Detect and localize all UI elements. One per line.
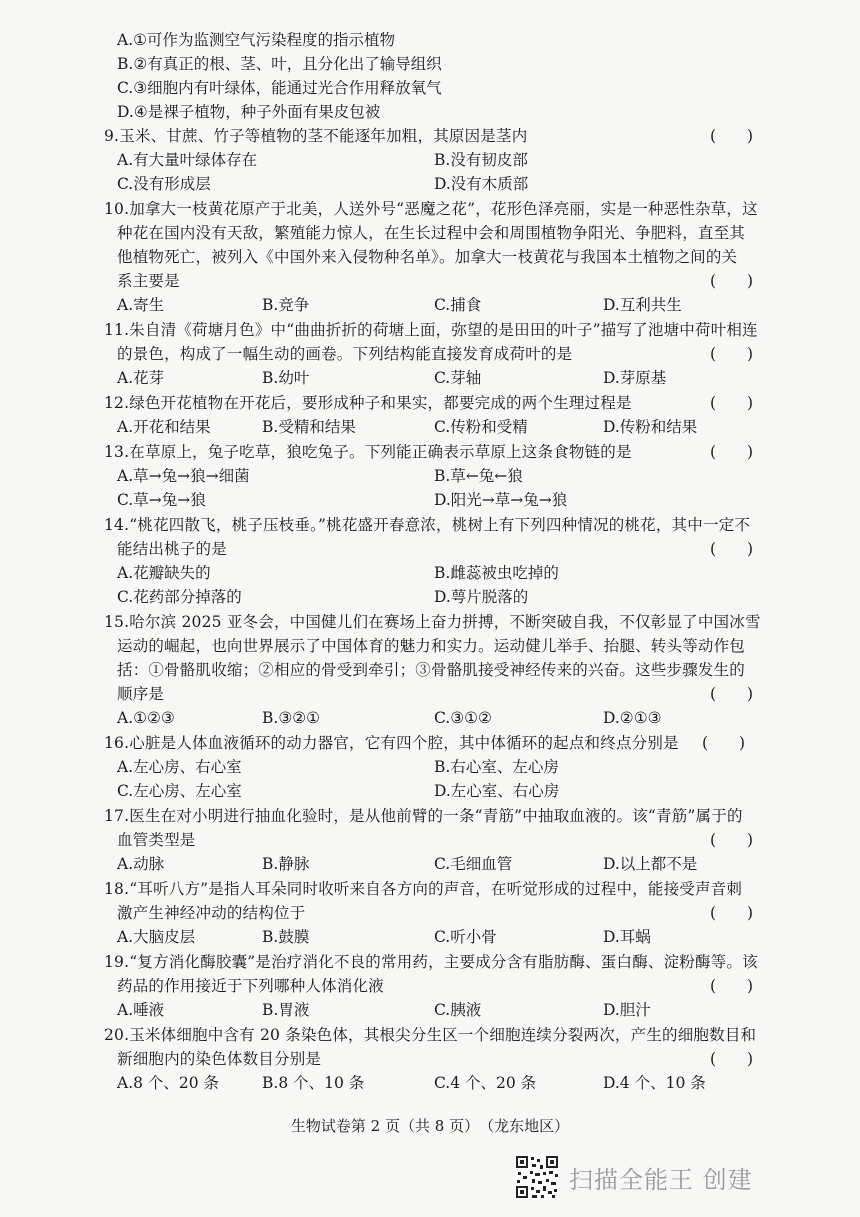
q10-option-a: A.寄生 [117, 296, 165, 314]
q15-stem-4: 顺序是 [117, 685, 165, 703]
q9-answer-blank: ( ) [710, 127, 754, 145]
q13-option-c: C.草→兔→狼 [117, 491, 206, 509]
q18-option-d: D.耳蜗 [603, 928, 651, 946]
q14-stem-2: 能结出桃子的是 [117, 540, 227, 558]
q14-stem-1: 14.“桃花四散飞，桃子压枝垂。”桃花盛开春意浓，桃树上有下列四种情况的桃花，其中一定不 [104, 516, 751, 534]
q17-stem-1: 17.医生在对小明进行抽血化验时，是从他前臂的一条“青筋”中抽取血液的。该“青筋”属于的 [104, 807, 743, 825]
q15-option-d: D.②①③ [603, 709, 662, 727]
q20-option-d: D.4 个、10 条 [603, 1074, 706, 1092]
watermark-text: 扫描全能王 创建 [569, 1165, 753, 1194]
q14-option-c: C.花药部分掉落的 [117, 588, 242, 606]
q13-answer-blank: ( ) [710, 443, 754, 461]
q10-answer-blank: ( ) [710, 272, 754, 290]
q18-option-b: B.鼓膜 [262, 928, 310, 946]
q12-answer-blank: ( ) [710, 394, 754, 412]
q15-option-a: A.①②③ [117, 709, 175, 727]
q19-option-d: D.胆汁 [603, 1001, 651, 1019]
q15-stem-2: 运动的崛起，也向世界展示了中国体育的魅力和实力。运动健儿举手、抬腿、转头等动作包 [117, 637, 746, 655]
q14-option-d: D.萼片脱落的 [434, 588, 529, 606]
q19-option-b: B.胃液 [262, 1001, 310, 1019]
q15-answer-blank: ( ) [710, 685, 754, 703]
q13-option-a: A.草→兔→狼→细菌 [117, 467, 250, 485]
q11-option-b: B.幼叶 [262, 369, 310, 387]
q16-answer-blank: ( ) [702, 734, 746, 752]
q10-stem-1: 10.加拿大一枝黄花原产于北美，人送外号“恶魔之花”，花形色泽亮丽，实是一种恶性杂草，这 [104, 200, 758, 218]
q11-option-d: D.芽原基 [603, 369, 667, 387]
q9-option-a: A.有大量叶绿体存在 [117, 151, 258, 169]
q16-option-d: D.左心室、右心房 [434, 782, 560, 800]
q16-option-c: C.左心房、左心室 [117, 782, 242, 800]
page-footer: 生物试卷第 2 页（共 8 页） （龙东地区） [290, 1117, 570, 1135]
q11-stem-1: 11.朱自清《荷塘月色》中“曲曲折折的荷塘上面，弥望的是田田的叶子”描写了池塘中荷叶相连 [104, 321, 758, 339]
q9-option-d: D.没有木质部 [434, 175, 529, 193]
q12-stem: 12.绿色开花植物在开花后，要形成种子和果实，都要完成的两个生理过程是 [104, 394, 632, 412]
q17-option-c: C.毛细血管 [434, 855, 513, 873]
q14-answer-blank: ( ) [710, 540, 754, 558]
q15-stem-3: 括：①骨骼肌收缩；②相应的骨受到牵引；③骨骼肌接受神经传来的兴奋。这些步骤发生的 [117, 661, 746, 679]
q9-stem: 9.玉米、甘蔗、竹子等植物的茎不能逐年加粗，其原因是茎内 [104, 127, 528, 145]
q19-option-c: C.胰液 [434, 1001, 482, 1019]
q18-answer-blank: ( ) [710, 904, 754, 922]
q8-option-b: B.②有真正的根、茎、叶，且分化出了输导组织 [117, 55, 442, 73]
q20-stem-1: 20.玉米体细胞中含有 20 条染色体，其根尖分生区一个细胞连续分裂两次，产生的细胞数目和 [104, 1026, 757, 1044]
q19-stem-2: 药品的作用接近于下列哪种人体消化液 [117, 977, 384, 995]
q14-option-a: A.花瓣缺失的 [117, 564, 211, 582]
q18-stem-2: 激产生神经冲动的结构位于 [117, 904, 306, 922]
q9-option-c: C.没有形成层 [117, 175, 211, 193]
q20-option-b: B.8 个、10 条 [262, 1074, 365, 1092]
q16-option-a: A.左心房、右心室 [117, 758, 242, 776]
q10-option-b: B.竞争 [262, 296, 310, 314]
q11-option-a: A.花芽 [117, 369, 165, 387]
q20-answer-blank: ( ) [710, 1050, 754, 1068]
q15-option-c: C.③①② [434, 709, 492, 727]
q20-option-a: A.8 个、20 条 [117, 1074, 220, 1092]
q18-option-a: A.大脑皮层 [117, 928, 196, 946]
q8-option-d: D.④是裸子植物，种子外面有果皮包被 [117, 103, 381, 121]
q19-option-a: A.唾液 [117, 1001, 165, 1019]
q17-answer-blank: ( ) [710, 831, 754, 849]
q20-stem-2: 新细胞内的染色体数目分别是 [117, 1050, 322, 1068]
q13-option-b: B.草←兔←狼 [434, 467, 523, 485]
q20-option-c: C.4 个、20 条 [434, 1074, 537, 1092]
q12-option-a: A.开花和结果 [117, 418, 211, 436]
q11-stem-2: 的景色，构成了一幅生动的画卷。下列结构能直接发育成荷叶的是 [117, 345, 573, 363]
q13-stem: 13.在草原上，兔子吃草，狼吃兔子。下列能正确表示草原上这条食物链的是 [104, 443, 632, 461]
qr-code-icon [515, 1155, 559, 1199]
q18-option-c: C.听小骨 [434, 928, 497, 946]
q16-stem: 16.心脏是人体血液循环的动力器官，它有四个腔，其中体循环的起点和终点分别是 [104, 734, 679, 752]
q12-option-b: B.受精和结果 [262, 418, 356, 436]
q17-option-b: B.静脉 [262, 855, 310, 873]
q18-stem-1: 18.“耳听八方”是指人耳朵同时收听来自各方向的声音，在听觉形成的过程中，能接受声音刺 [104, 880, 743, 898]
q19-stem-1: 19.“复方消化酶胶囊”是治疗消化不良的常用药，主要成分含有脂肪酶、蛋白酶、淀粉酶等。该 [104, 953, 758, 971]
q19-answer-blank: ( ) [710, 977, 754, 995]
q16-option-b: B.右心室、左心房 [434, 758, 559, 776]
q17-stem-2: 血管类型是 [117, 831, 196, 849]
q15-option-b: B.③②① [262, 709, 321, 727]
q10-stem-3: 他植物死亡，被列入《中国外来入侵物种名单》。加拿大一枝黄花与我国本土植物之间的关 [117, 248, 738, 266]
q12-option-d: D.传粉和结果 [603, 418, 698, 436]
q13-option-d: D.阳光→草→兔→狼 [434, 491, 568, 509]
q8-option-a: A.①可作为监测空气污染程度的指示植物 [117, 31, 396, 49]
q11-option-c: C.芽轴 [434, 369, 482, 387]
q9-option-b: B.没有韧皮部 [434, 151, 528, 169]
q10-stem-4: 系主要是 [117, 272, 180, 290]
q17-option-a: A.动脉 [117, 855, 165, 873]
q14-option-b: B.雌蕊被虫吃掉的 [434, 564, 559, 582]
q10-option-d: D.互利共生 [603, 296, 682, 314]
scanner-watermark [515, 1154, 753, 1200]
q15-stem-1: 15.哈尔滨 2025 亚冬会，中国健儿们在赛场上奋力拼搏，不断突破自我，不仅彰显了中国冰雪 [104, 613, 761, 631]
q10-stem-2: 种花在国内没有天敌，繁殖能力惊人，在生长过程中会和周围植物争阳光、争肥料，直至其 [117, 224, 746, 242]
q8-option-c: C.③细胞内有叶绿体，能通过光合作用释放氧气 [117, 79, 442, 97]
q12-option-c: C.传粉和受精 [434, 418, 528, 436]
q17-option-d: D.以上都不是 [603, 855, 698, 873]
q11-answer-blank: ( ) [710, 345, 754, 363]
q10-option-c: C.捕食 [434, 296, 482, 314]
